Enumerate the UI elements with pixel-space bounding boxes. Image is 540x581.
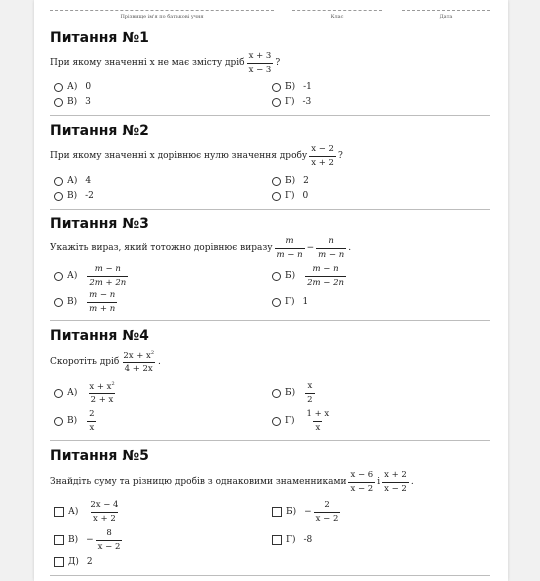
question-title: Питання №3 (50, 216, 149, 232)
option-value: -1 (303, 82, 312, 92)
question-prompt: Знайдіть суму та різницю дробів з однаковими знаменниками (50, 477, 347, 487)
option-label: В) (67, 97, 78, 107)
option-fraction (87, 382, 116, 405)
denominator: 4 + 2x (124, 363, 153, 374)
option-a[interactable] (54, 82, 91, 92)
question-prompt: Укажіть вираз, який тотожно дорівнює виразу (50, 243, 273, 253)
name-label: Прізвище ім'я по батькові учня (120, 14, 204, 20)
option-d[interactable] (272, 191, 308, 201)
option-label: А) (67, 388, 78, 398)
numerator: x − 6 (350, 470, 374, 480)
option-label: А) (68, 507, 79, 517)
option-label: В) (67, 297, 78, 307)
option-label: Б) (285, 82, 296, 92)
numerator: x + 2 (384, 470, 407, 480)
denominator: x − 2 (315, 513, 339, 524)
option-value: 1 (302, 297, 309, 307)
numerator: 2 (324, 500, 330, 510)
radio-button[interactable] (54, 417, 63, 426)
option-c[interactable] (54, 97, 91, 107)
exponent: 2 (111, 380, 115, 387)
denominator: x − 2 (350, 483, 374, 494)
numerator: 2 (89, 409, 95, 419)
radio-button[interactable] (272, 298, 281, 307)
class-label: Клас (330, 14, 344, 20)
option-d[interactable] (272, 408, 333, 434)
numerator: m − n (89, 290, 116, 300)
minus-sign: − (86, 535, 94, 545)
option-label: Д) (68, 557, 79, 567)
option-b[interactable] (272, 82, 312, 92)
option-value: 4 (85, 176, 92, 186)
option-value: -3 (302, 97, 312, 107)
numerator: x (307, 381, 313, 391)
question-prompt: При якому значенні x не має змісту дріб (50, 58, 245, 68)
option-fraction (314, 501, 341, 523)
numerator: n (328, 236, 334, 246)
numerator: 1 + x (306, 409, 330, 419)
option-a[interactable] (54, 176, 91, 186)
question-text (50, 50, 280, 76)
option-fraction (305, 265, 346, 287)
class-line (292, 10, 382, 11)
numerator (87, 382, 116, 393)
question-tail: . (158, 357, 161, 367)
fraction (275, 237, 305, 259)
denominator: x − 3 (248, 64, 272, 75)
denominator: x (315, 422, 321, 433)
option-label: Б) (285, 388, 296, 398)
radio-button[interactable] (54, 98, 63, 107)
option-label: Б) (285, 271, 296, 281)
option-c[interactable] (54, 191, 94, 201)
worksheet-header (34, 0, 508, 24)
radio-button[interactable] (272, 83, 281, 92)
fraction (382, 471, 409, 493)
denominator: x + 2 (93, 513, 116, 524)
divider (50, 320, 490, 321)
option-label: В) (68, 535, 79, 545)
denominator: x (89, 422, 95, 433)
option-fraction (304, 410, 331, 432)
checkbox[interactable] (54, 535, 64, 545)
denominator: 2 + x (90, 394, 114, 405)
option-label: А) (67, 82, 78, 92)
option-label: Г) (285, 416, 295, 426)
question-prompt: При якому значенні x дорівнює нулю значення дробу (50, 151, 308, 161)
denominator: x − 2 (97, 541, 121, 552)
denominator: 2 (307, 394, 313, 405)
option-fraction (305, 382, 314, 404)
option-label: В) (67, 191, 78, 201)
numerator: 2x − 4 (90, 500, 119, 510)
option-label: А) (67, 271, 78, 281)
option-b[interactable] (272, 176, 309, 186)
option-e[interactable] (54, 555, 93, 569)
denominator: m − n (318, 249, 345, 260)
conjunction: і (377, 477, 381, 487)
option-value: 2 (86, 557, 93, 567)
question-tail: . (410, 477, 414, 487)
numerator-text: x + x (89, 381, 112, 392)
question-text (50, 235, 351, 261)
checkbox[interactable] (54, 557, 64, 567)
checkbox[interactable] (272, 507, 282, 517)
radio-button[interactable] (54, 83, 63, 92)
numerator: m − n (94, 264, 121, 274)
fraction (121, 351, 156, 374)
divider (50, 440, 490, 441)
option-b[interactable] (272, 499, 342, 525)
option-b[interactable] (272, 264, 348, 288)
name-line (50, 10, 274, 11)
question-text (50, 348, 161, 376)
option-c[interactable] (54, 408, 99, 434)
question-tail: . (348, 243, 352, 253)
option-value: 0 (85, 82, 92, 92)
option-d[interactable] (272, 290, 308, 314)
option-label: А) (67, 176, 78, 186)
option-a[interactable] (54, 264, 130, 288)
checkbox[interactable] (54, 507, 64, 517)
radio-button[interactable] (272, 417, 281, 426)
option-a[interactable] (54, 499, 122, 525)
option-fraction (87, 410, 96, 432)
question-text (50, 468, 414, 496)
fraction (348, 471, 375, 493)
question-text (50, 143, 343, 169)
divider (50, 115, 490, 116)
radio-button[interactable] (272, 192, 281, 201)
minus-sign: − (306, 243, 315, 253)
option-label: Г) (285, 97, 295, 107)
radio-button[interactable] (54, 272, 63, 281)
denominator: 2m + 2n (89, 277, 127, 288)
denominator: 2m − 2n (307, 277, 345, 288)
minus-sign: − (304, 507, 312, 517)
option-value: -8 (303, 535, 313, 545)
worksheet-page (34, 0, 508, 581)
numerator-text: 2x + x (123, 350, 151, 361)
radio-button[interactable] (272, 98, 281, 107)
divider (50, 209, 490, 210)
date-label: Дата (439, 14, 453, 20)
option-label: Б) (285, 176, 296, 186)
numerator: x − 2 (311, 144, 334, 154)
radio-button[interactable] (272, 389, 281, 398)
option-fraction (96, 529, 123, 551)
option-label: Г) (285, 191, 295, 201)
radio-button[interactable] (54, 192, 63, 201)
question-title: Питання №2 (50, 123, 149, 139)
denominator: m + n (89, 303, 116, 314)
option-fraction (87, 265, 128, 287)
divider (50, 575, 490, 576)
option-a[interactable] (54, 380, 119, 406)
option-d[interactable] (272, 527, 312, 553)
question-prompt: Скоротіть дріб (50, 357, 120, 367)
radio-button[interactable] (54, 298, 63, 307)
denominator: x − 2 (384, 483, 407, 494)
option-label: В) (67, 416, 78, 426)
option-label: Г) (286, 535, 296, 545)
checkbox[interactable] (272, 535, 282, 545)
numerator: 8 (106, 528, 112, 538)
date-line (402, 10, 490, 11)
fraction (247, 52, 274, 74)
radio-button[interactable] (272, 272, 281, 281)
denominator: m − n (276, 249, 303, 260)
option-fraction (88, 501, 120, 523)
fraction (309, 145, 336, 167)
option-value: 3 (85, 97, 91, 107)
exponent: 2 (150, 349, 155, 356)
option-c[interactable] (54, 290, 119, 314)
denominator: x + 2 (311, 157, 334, 168)
option-b[interactable] (272, 380, 317, 406)
numerator: m (285, 236, 294, 246)
option-label: Г) (285, 297, 295, 307)
radio-button[interactable] (272, 177, 281, 186)
option-value: -2 (85, 191, 94, 201)
question-tail: ? (275, 58, 281, 68)
numerator: m − n (312, 264, 339, 274)
question-title: Питання №1 (50, 30, 149, 46)
radio-button[interactable] (54, 389, 63, 398)
option-c[interactable] (54, 527, 124, 553)
option-value: 0 (302, 191, 309, 201)
fraction (316, 237, 346, 259)
option-d[interactable] (272, 97, 311, 107)
option-value: 2 (303, 176, 309, 186)
option-label: Б) (286, 507, 297, 517)
numerator: x + 3 (248, 51, 272, 61)
question-tail: ? (337, 151, 343, 161)
radio-button[interactable] (54, 177, 63, 186)
option-fraction (87, 291, 117, 313)
question-title: Питання №4 (50, 328, 149, 344)
question-title: Питання №5 (50, 448, 149, 464)
numerator (121, 351, 156, 362)
